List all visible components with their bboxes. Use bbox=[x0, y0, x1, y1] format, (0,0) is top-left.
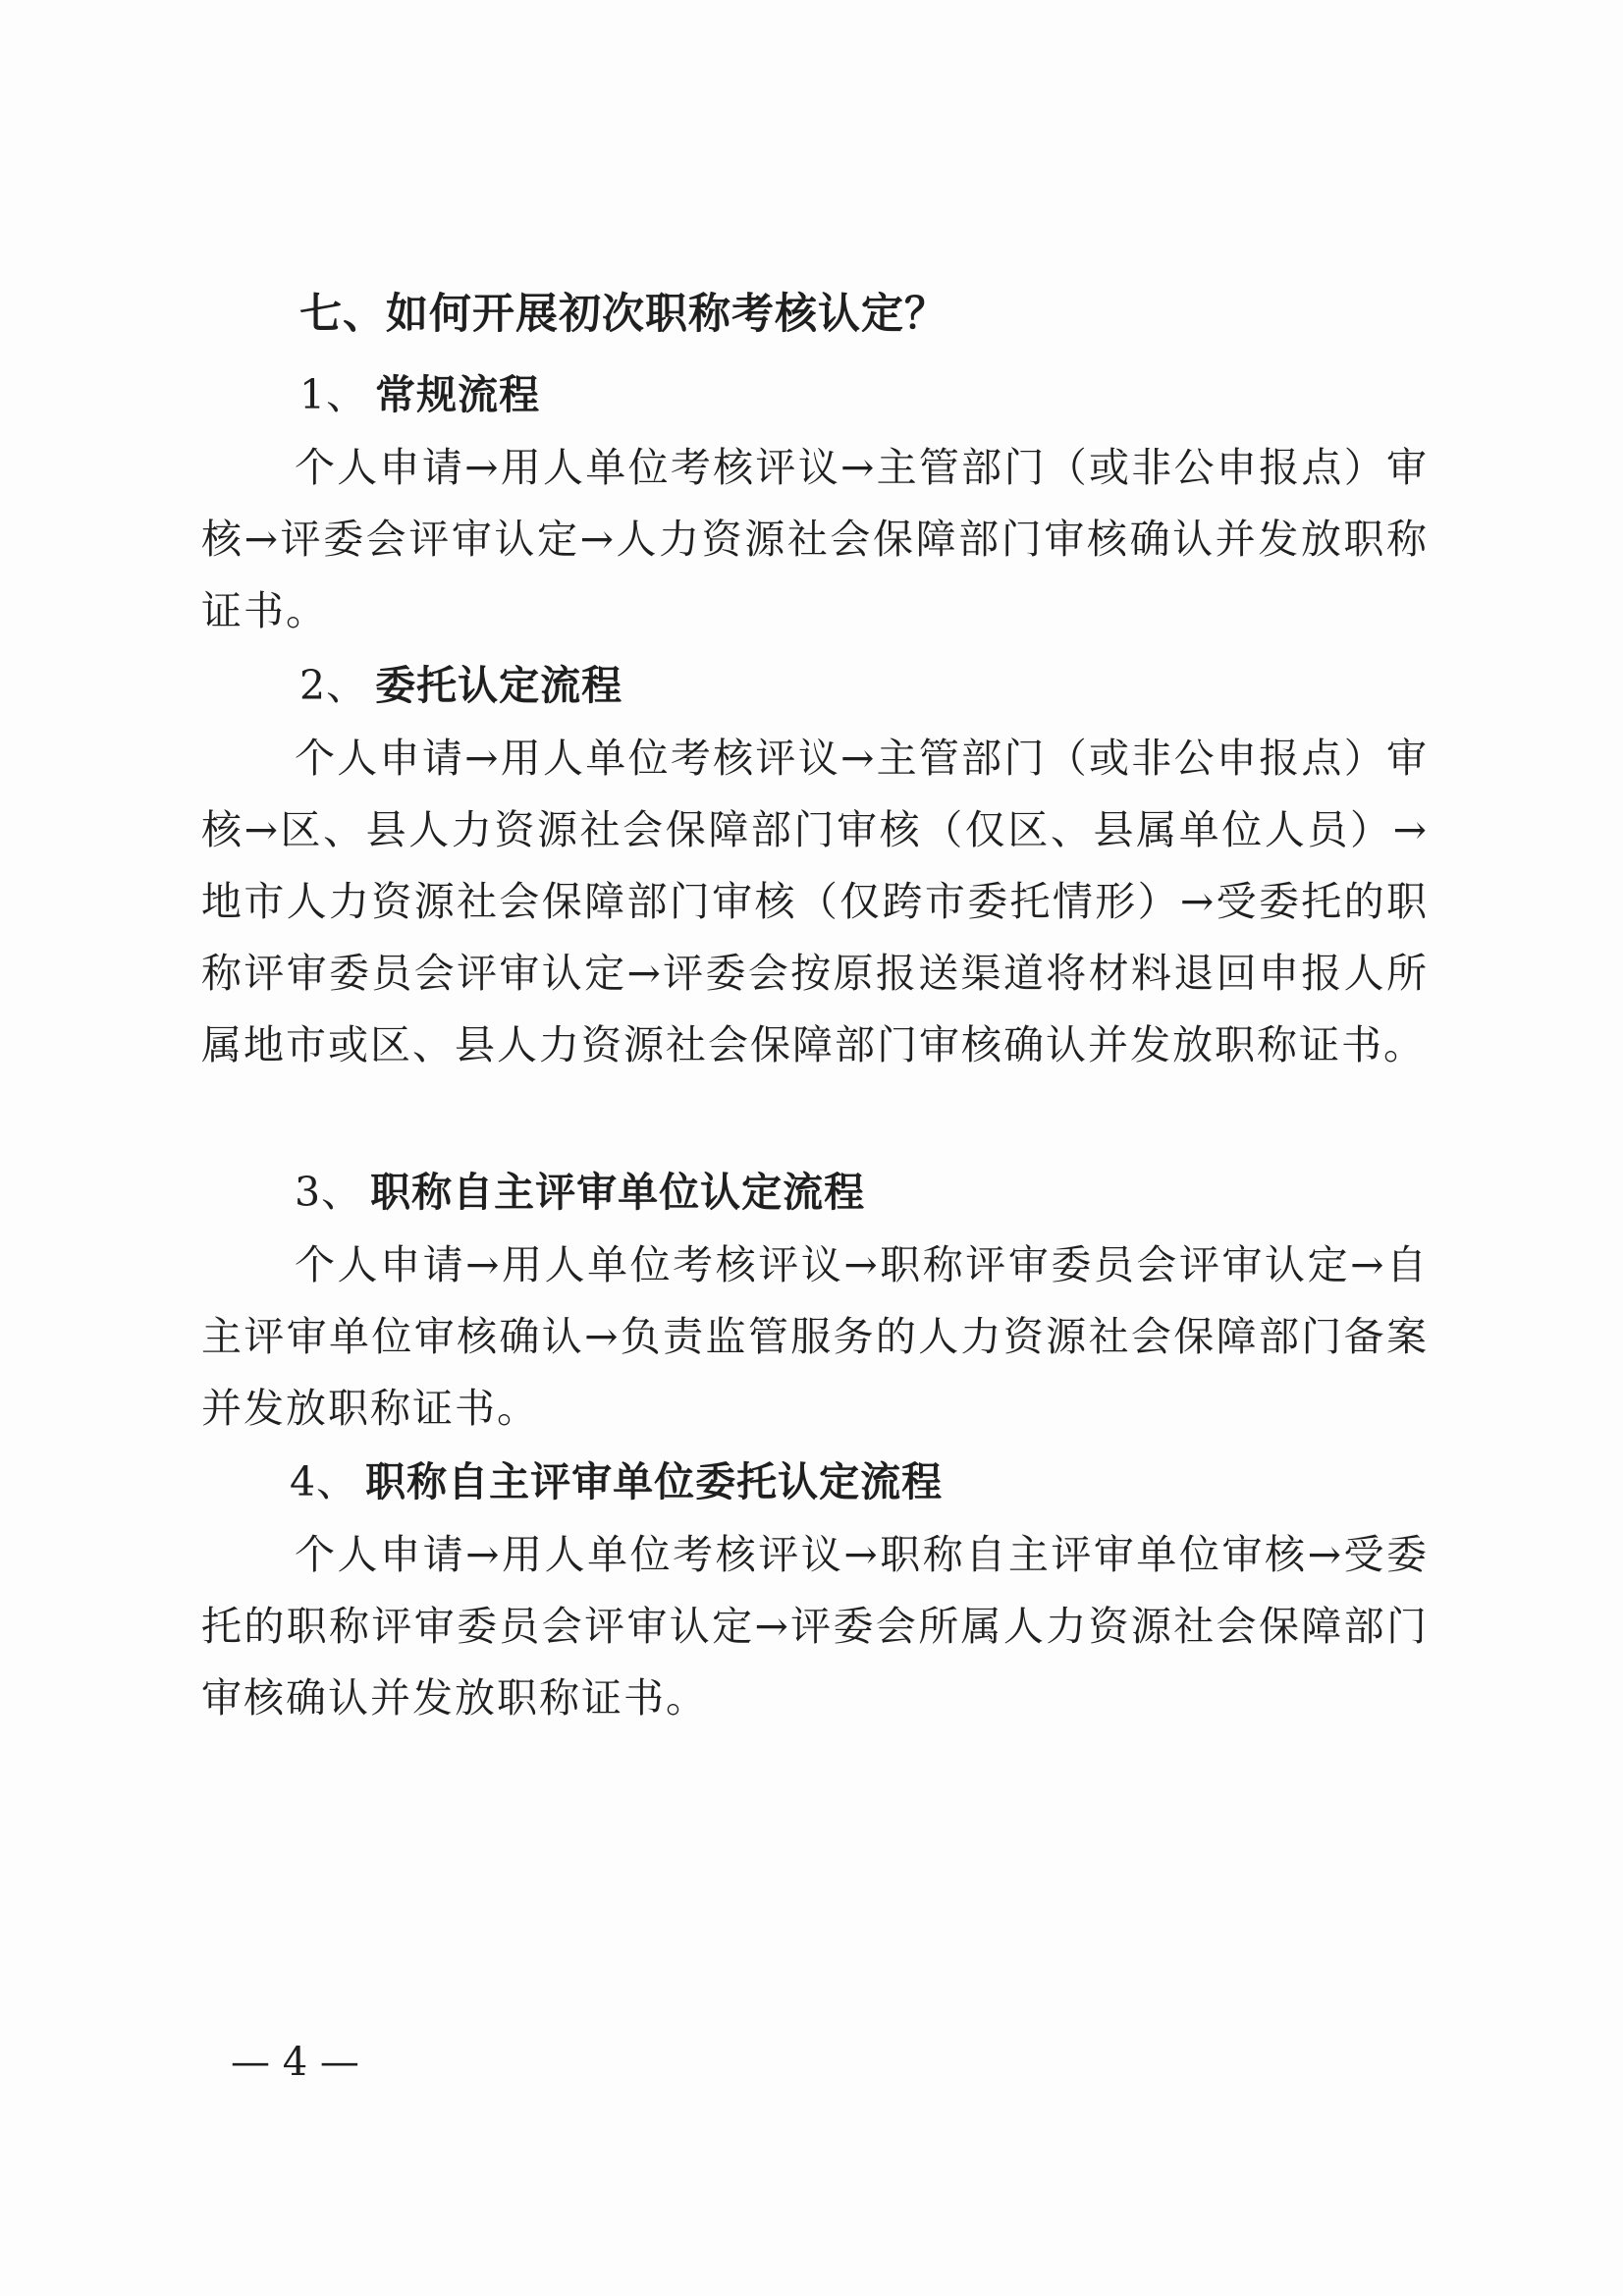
subsection-number: 3、 bbox=[295, 1169, 363, 1216]
page-number: — 4 — bbox=[231, 2040, 359, 2085]
subsection-number: 2、 bbox=[299, 662, 368, 709]
subsection-heading-text: 常规流程 bbox=[375, 371, 541, 418]
subsection-heading-4 bbox=[290, 1452, 943, 1511]
subsection-heading-1 bbox=[299, 365, 540, 424]
subsection-number: 4、 bbox=[290, 1458, 358, 1505]
subsection-heading-text: 职称自主评审单位委托认定流程 bbox=[365, 1458, 944, 1505]
subsection-heading-text: 职称自主评审单位认定流程 bbox=[370, 1169, 866, 1216]
subsection-paragraph-2: 个人申请→用人单位考核评议→主管部门（或非公申报点）审核→区、县人力资源社会保障部门审核（仅区、县属单位人员）→地市人力资源社会保障部门审核（仅跨市委托情形）→受委托的职称评审委员会评审认定→评委会按原报送渠道将材料退回申报人所属地市或区、县人力资源社会保障部门审核确认并发放职称证书。 bbox=[201, 735, 1429, 1068]
subsection-paragraph-4: 个人申请→用人单位考核评议→职称自主评审单位审核→受委托的职称评审委员会评审认定→评委会所属人力资源社会保障部门审核确认并发放职称证书。 bbox=[201, 1531, 1429, 1722]
subsection-heading-3 bbox=[295, 1163, 865, 1222]
subsection-number: 1、 bbox=[299, 371, 368, 418]
subsection-paragraph-3: 个人申请→用人单位考核评议→职称评审委员会评审认定→自主评审单位审核确认→负责监管服务的人力资源社会保障部门备案并发放职称证书。 bbox=[201, 1241, 1429, 1432]
section-title: 七、如何开展初次职称考核认定？ bbox=[299, 290, 947, 339]
subsection-paragraph-1: 个人申请→用人单位考核评议→主管部门（或非公申报点）审核→评委会评审认定→人力资源社会保障部门审核确认并发放职称证书。 bbox=[201, 444, 1429, 634]
subsection-heading-text: 委托认定流程 bbox=[375, 662, 623, 709]
subsection-heading-2 bbox=[299, 656, 622, 715]
